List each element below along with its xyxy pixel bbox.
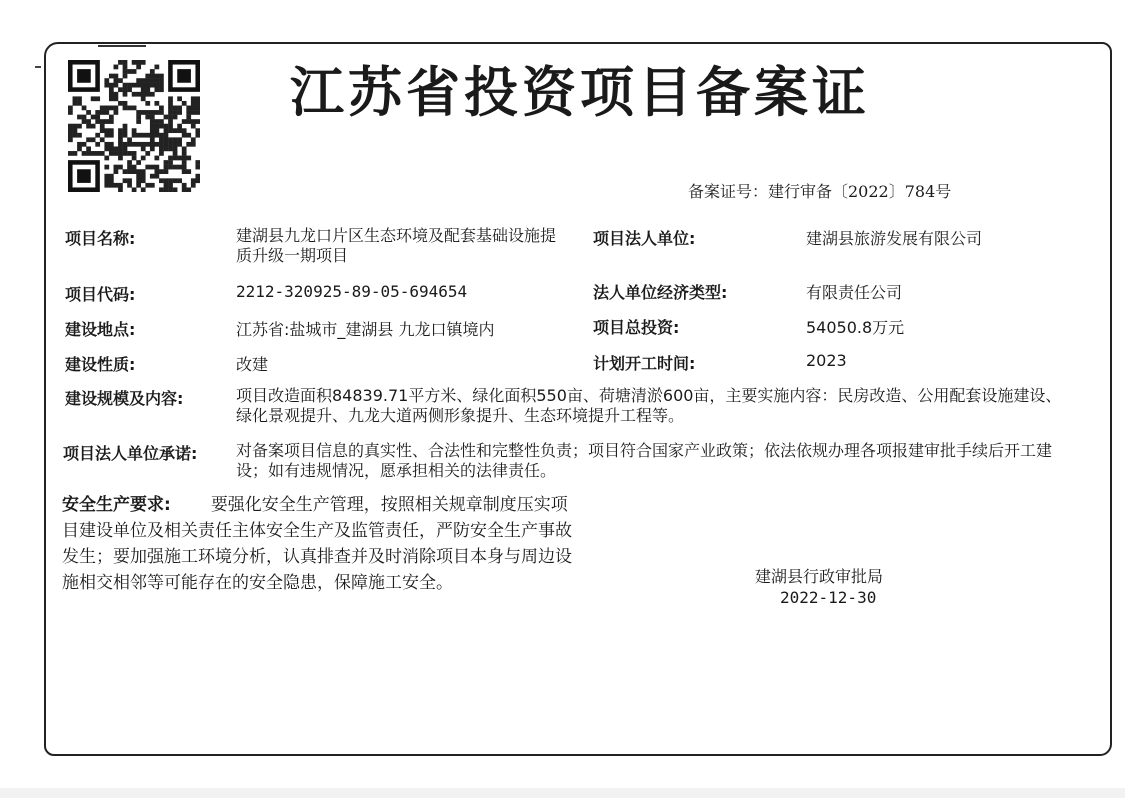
safety-requirements [62, 492, 584, 596]
commitment-value: 对备案项目信息的真实性、合法性和完整性负责；项目符合国家产业政策；依法依规办理各项报建审批手续后开工建设；如有违规情况，愿承担相关的法律责任。 [236, 441, 1053, 480]
construction-nature-value: 改建 [236, 355, 269, 374]
issuing-authority: 建湖县行政审批局 [755, 567, 884, 586]
border-stub [98, 45, 146, 47]
scan-edge [0, 788, 1125, 798]
planned-start-label: 计划开工时间: [593, 354, 696, 373]
planned-start-value: 2023 [806, 351, 847, 370]
legal-entity-label: 项目法人单位: [593, 229, 696, 248]
total-investment-value: 54050.8万元 [806, 318, 905, 337]
safety-value: 要强化安全生产管理，按照相关规章制度压实项目建设单位及相关责任主体安全生产及监管责任，严防安全生产事故发生；要加强施工环境分析，认真排查并及时消除项目本身与周边设施相交相邻等可能存在的安全隐患，保障施工安全。 [62, 495, 572, 593]
issue-date: 2022-12-30 [780, 588, 877, 607]
entity-type-value: 有限责任公司 [806, 283, 903, 302]
legal-entity-value: 建湖县旅游发展有限公司 [806, 229, 983, 248]
project-code-value: 2212-320925-89-05-694654 [236, 282, 468, 301]
scan-mark [35, 66, 41, 68]
project-code-label: 项目代码: [65, 285, 136, 304]
location-value: 江苏省:盐城市_建湖县 九龙口镇境内 [236, 320, 495, 339]
scale-content-label: 建设规模及内容: [65, 389, 184, 408]
project-name-label: 项目名称: [65, 229, 136, 248]
certificate-title: 江苏省投资项目备案证 [290, 60, 870, 124]
project-name-value: 建湖县九龙口片区生态环境及配套基础设施提质升级一期项目 [236, 226, 557, 265]
safety-label: 安全生产要求: [62, 495, 171, 515]
construction-nature-label: 建设性质: [65, 355, 136, 374]
total-investment-label: 项目总投资: [593, 318, 680, 337]
commitment-label: 项目法人单位承诺: [63, 444, 198, 463]
entity-type-label: 法人单位经济类型: [593, 283, 728, 302]
record-number: 备案证号：建行审备〔2022〕784号 [688, 182, 952, 201]
location-label: 建设地点: [65, 320, 136, 339]
scale-content-value: 项目改造面积84839.71平方米、绿化面积550亩、荷塘清淤600亩，主要实施内容：民房改造、公用配套设施建设、绿化景观提升、九龙大道两侧形象提升、生态环境提升工程等。 [236, 386, 1062, 425]
qr-code-icon [68, 60, 200, 192]
